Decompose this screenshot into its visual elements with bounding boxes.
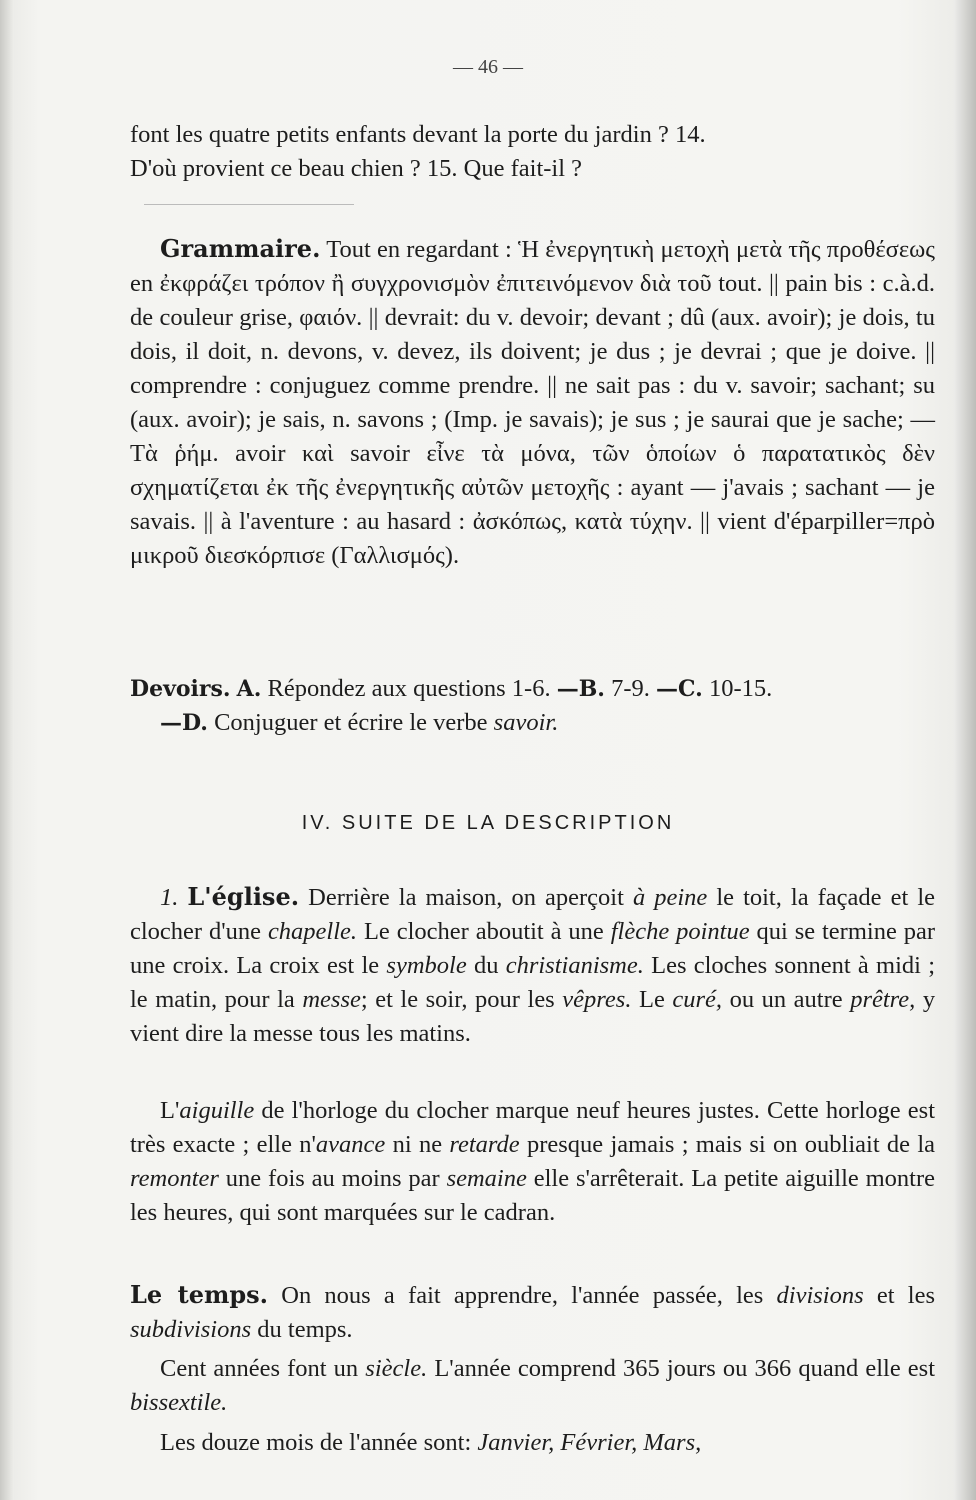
eglise-italic-6: messe [302, 986, 361, 1013]
siecle-text-2: L'année comprend 365 jours ou 366 quand elle est [434, 1355, 936, 1382]
eglise-text-5: du [473, 952, 499, 979]
devoirs-a-label: A. [236, 676, 262, 702]
devoirs-d-text: Conjuguer et écrire le verbe [214, 709, 488, 736]
eglise-italic-5: christianisme. [505, 952, 644, 979]
devoirs-d-label: —D. [160, 710, 208, 736]
eglise-italic-9: prêtre, [850, 986, 916, 1013]
aiguille-italic-2: avance [315, 1131, 386, 1158]
eglise-italic-1: à peine [632, 884, 708, 911]
aiguille-text-3: presque jamais ; mais si on oubliait de la [526, 1131, 936, 1158]
mois-text-1: Les douze mois de l'année sont: [160, 1429, 472, 1456]
question-line-1: font les quatre petits enfants devant la porte du jardin ? 14. [130, 121, 706, 148]
aiguille-text-4: une fois au moins par [225, 1165, 440, 1192]
temps-italic-2: subdivisions [130, 1316, 252, 1343]
divider-rule [144, 204, 354, 205]
aiguille-text-2: ni ne [392, 1131, 443, 1158]
section-heading: IV. SUITE DE LA DESCRIPTION [301, 812, 675, 834]
page-edge-right [954, 0, 976, 1500]
mois-paragraph [130, 1426, 935, 1460]
aiguille-text-5: elle s'arrêterait. La petite aiguille montre les heures, qui sont marquées sur le cadran. [130, 1165, 936, 1226]
grammaire-text: Tout en regardant : Ἡ ἐνεργητικὴ μετοχὴ μετὰ τῆς προθέσεως en ἐκφράζει τρόπον ἢ συγχρονισμὸν ἐπιτεινόμενον διὰ τοῦ tout. || pain bis : c.à.d. de couleur grise, φαιόν. || devrait: du v. devoir; devant ; dû (aux. avoir); je dois, tu dois, il doit, n. devons, v. devez, ils doivent; je dus ; je devrai ; que je doive. || comprendre : conjuguez comme prendre. || ne sait pas : du v. savoir; sachant; su (aux. avoir); je sais, n. savons ; (Imp. je savais); je sus ; je saurai que je sache; — Τὰ ῥήμ. avoir καὶ savoir εἶνε τὰ μόνα, τῶν ὁποίων ὁ παρατατικὸς δὲν σχηματίζεται ἐκ τῆς ἐνεργητικῆς αὐτῶν μετοχῆς : ayant — j'avais ; sachant — je savais. || à l'aventure : au hasard : ἀσκόπως, κατὰ τύχην. || vient d'éparpiller=πρὸ μικροῦ διεσκόρπισε (Γαλλισμός). [130, 236, 935, 569]
siecle-paragraph [130, 1352, 935, 1420]
eglise-text-9: ou un autre [729, 986, 843, 1013]
devoirs-b-label: —B. [556, 676, 605, 702]
aiguille-italic-1: aiguille [179, 1097, 255, 1124]
eglise-text-3: Le clocher aboutit à une [363, 918, 604, 945]
temps-title: Le temps. [130, 1280, 269, 1309]
devoirs-paragraph [130, 672, 935, 740]
temps-italic-1: divisions [776, 1282, 864, 1309]
eglise-text-10: y vient dire la messe tous les matins. [130, 986, 936, 1047]
devoirs-d-verb: savoir. [493, 709, 559, 736]
devoirs-c-label: —C. [656, 676, 703, 702]
temps-text-1: On nous a fait apprendre, l'année passée, les [281, 1282, 764, 1309]
grammaire-paragraph [130, 232, 935, 573]
grammaire-label: Grammaire. [160, 234, 321, 263]
aiguille-text-0: L' [160, 1097, 180, 1124]
eglise-italic-8: curé, [672, 986, 723, 1013]
eglise-text-1: Derrière la maison, on aperçoit [308, 884, 624, 911]
eglise-italic-7: vêpres. [562, 986, 632, 1013]
eglise-text-7: ; et le soir, pour les [360, 986, 555, 1013]
mois-italic-1: Janvier, Février, Mars, [477, 1429, 702, 1456]
temps-paragraph [130, 1278, 935, 1347]
eglise-text-8: Le [639, 986, 665, 1013]
devoirs-c-text: 10-15. [708, 675, 773, 702]
siecle-italic-2: bissextile. [130, 1389, 228, 1416]
page-number: — 46 — [453, 56, 523, 78]
aiguille-italic-5: semaine [446, 1165, 527, 1192]
aiguille-text-1: de l'horloge du clocher marque neuf heures justes. Cette horloge est très exacte ; elle n' [130, 1097, 935, 1158]
devoirs-label: Devoirs. [130, 676, 231, 702]
question-line-2: D'où provient ce beau chien ? 15. Que fait-il ? [130, 155, 583, 182]
eglise-text-6: Les cloches sonnent à midi ; le matin, pour la [130, 952, 936, 1013]
temps-text-2: et les [876, 1282, 936, 1309]
temps-text-3: du temps. [257, 1316, 353, 1343]
eglise-paragraph [130, 880, 935, 1051]
aiguille-italic-4: remonter [130, 1165, 219, 1192]
eglise-italic-2: chapelle. [267, 918, 358, 945]
siecle-text-1: Cent années font un [160, 1355, 359, 1382]
siecle-italic-1: siècle. [365, 1355, 428, 1382]
eglise-text-2: le toit, la façade et le clocher d'une [130, 884, 935, 945]
eglise-text-4: qui se termine par une croix. La croix est le [130, 918, 936, 979]
aiguille-paragraph [130, 1094, 935, 1230]
eglise-italic-3: flèche pointue [610, 918, 750, 945]
devoirs-a-text: Répondez aux questions 1-6. [267, 675, 551, 702]
eglise-title: L'église. [187, 882, 300, 911]
devoirs-b-text: 7-9. [611, 675, 650, 702]
eglise-italic-4: symbole [386, 952, 467, 979]
question-tail [130, 118, 935, 186]
page-edge-left [0, 0, 14, 1500]
aiguille-italic-3: retarde [449, 1131, 520, 1158]
eglise-number: 1. [160, 884, 179, 911]
